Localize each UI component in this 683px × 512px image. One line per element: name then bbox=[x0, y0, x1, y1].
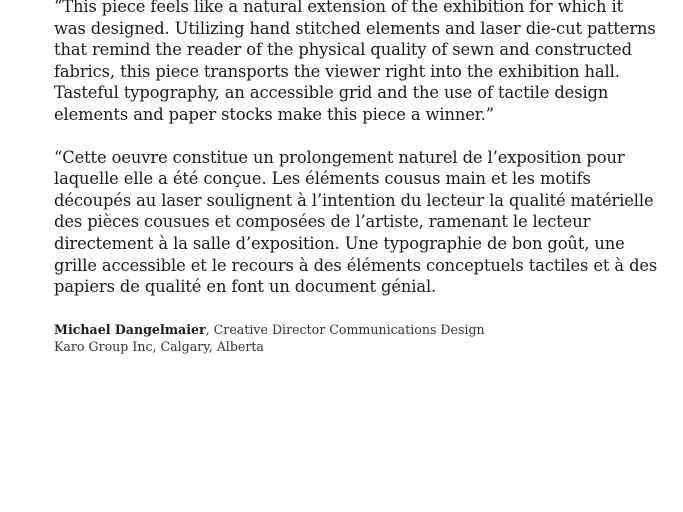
quote-line: papiers de qualité en font un document génial. bbox=[54, 277, 437, 297]
quote-line: fabrics, this piece transports the viewer right into the exhibition hall. bbox=[54, 61, 620, 81]
quote-line: découpés au laser soulignent à l’intention du lecteur la qualité matérielle bbox=[54, 190, 654, 210]
attribution-title: , Creative Director Communications Design bbox=[205, 321, 485, 337]
quote-line: Tasteful typography, an accessible grid and the use of tactile design bbox=[54, 83, 609, 103]
quote-line: laquelle elle a été conçue. Les éléments cousus main et les motifs bbox=[54, 169, 591, 189]
quote-line: grille accessible et le recours à des éléments conceptuels tactiles et à des bbox=[54, 255, 658, 275]
quote-line: that remind the reader of the physical quality of sewn and constructed bbox=[54, 40, 632, 60]
quote-line: “This piece feels like a natural extension of the exhibition for which it bbox=[54, 0, 624, 16]
attribution-line bbox=[54, 321, 654, 338]
attribution-organization: Karo Group Inc, Calgary, Alberta bbox=[54, 338, 264, 354]
quote-line: elements and paper stocks make this piece a winner.” bbox=[54, 104, 494, 124]
quote-english bbox=[54, 0, 654, 126]
quote-line: directement à la salle d’exposition. Une typographie de bon goût, une bbox=[54, 233, 625, 253]
quote-line: des pièces cousues et composées de l’artiste, ramenant le lecteur bbox=[54, 212, 591, 232]
quote-french bbox=[54, 147, 658, 298]
attribution-name: Michael Dangelmaier bbox=[54, 321, 206, 337]
attribution bbox=[54, 321, 654, 355]
document-page bbox=[54, 0, 658, 355]
quote-line: was designed. Utilizing hand stitched elements and laser die-cut patterns bbox=[54, 18, 656, 38]
quote-line: “Cette oeuvre constitue un prolongement naturel de l’exposition pour bbox=[54, 147, 625, 167]
